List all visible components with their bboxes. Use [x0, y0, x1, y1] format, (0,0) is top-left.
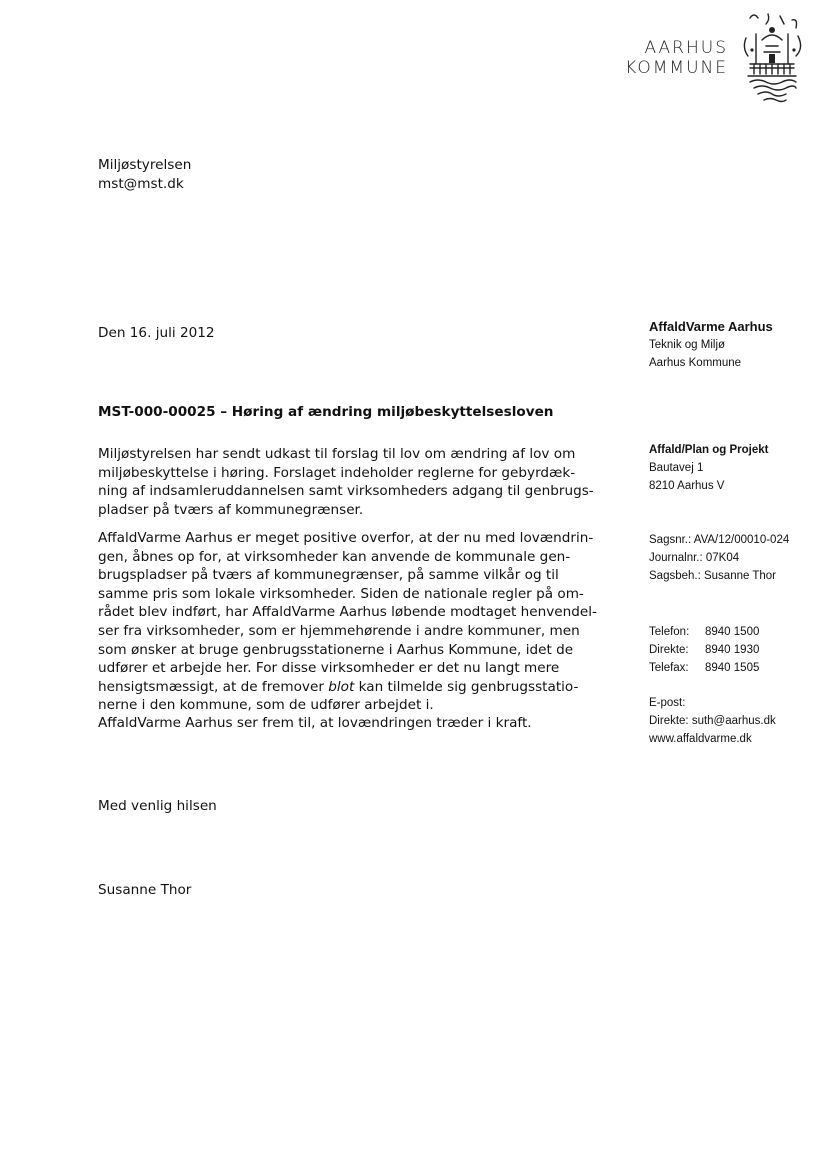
paragraph-line: brugspladser på tværs af kommunegrænser, på samme vilkår og til	[98, 567, 559, 584]
paragraph-line: samme pris som lokale virksomheder. Siden de nationale regler på om-	[98, 585, 584, 602]
journal-number: Journalnr.: 07K04	[649, 552, 740, 564]
letter-subject: MST-000-00025 – Høring af ændring miljøbeskyttelsesloven	[98, 404, 554, 420]
website-link[interactable]: www.affaldvarme.dk	[649, 733, 752, 745]
recipient-name: Miljøstyrelsen	[98, 157, 192, 173]
paragraph-2	[98, 529, 597, 715]
letter-date: Den 16. juli 2012	[98, 325, 215, 341]
case-info	[649, 531, 789, 585]
sender-dept: Teknik og Miljø	[649, 339, 726, 351]
case-handler: Sagsbeh.: Susanne Thor	[649, 570, 777, 582]
recipient-email: mst@mst.dk	[98, 175, 184, 192]
paragraph-line: ser fra virksomheder, som er hjemmehørende i andre kommuner, men	[98, 622, 580, 639]
paragraph-line	[98, 678, 597, 697]
direct-value: 8940 1930	[705, 644, 760, 656]
sender-city: 8210 Aarhus V	[649, 480, 725, 492]
closing-salutation: Med venlig hilsen	[98, 798, 217, 814]
paragraph-line: AffaldVarme Aarhus er meget positive overfor, at der nu med lovændrin-	[98, 530, 594, 546]
sender-org: AffaldVarme Aarhus	[649, 319, 773, 334]
email-block	[649, 694, 776, 748]
paragraph-1	[98, 445, 594, 519]
sender-street: Bautavej 1	[649, 462, 704, 474]
paragraph-fragment: kan tilmelde sig genbrugsstatio-	[354, 678, 579, 695]
logo-line-1: AARHUS	[644, 38, 728, 58]
paragraph-3: AffaldVarme Aarhus ser frem til, at lovændringen træder i kraft.	[98, 715, 532, 731]
email-direct[interactable]: Direkte: suth@aarhus.dk	[649, 715, 776, 727]
signature-name: Susanne Thor	[98, 882, 192, 898]
paragraph-line: miljøbeskyttelse i høring. Forslaget indeholder reglerne for gebyrdæk-	[98, 464, 576, 481]
direct-row	[649, 641, 759, 659]
sender-unit: Affald/Plan og Projekt	[649, 444, 769, 456]
sender-municipality: Aarhus Kommune	[649, 357, 742, 369]
case-number: Sagsnr.: AVA/12/00010-024	[649, 534, 790, 546]
paragraph-line: som ønsker at bruge genbrugsstationerne i Aarhus Kommune, idet de	[98, 641, 574, 658]
emphasis-blot: blot	[328, 678, 355, 695]
logo-wordmark	[600, 38, 728, 78]
paragraph-fragment: hensigtsmæssigt, at de fremover	[98, 678, 329, 695]
fax-value: 8940 1505	[705, 662, 760, 674]
paragraph-line: nerne i den kommune, som de udfører arbejdet i.	[98, 697, 434, 714]
paragraph-line: ning af indsamleruddannelsen samt virksomheders adgang til genbrugs-	[98, 483, 594, 500]
fax-label: Telefax:	[649, 662, 689, 674]
aarhus-crest-icon	[736, 10, 808, 110]
paragraph-line: rådet blev indført, har AffaldVarme Aarhus løbende modtaget henvendel-	[98, 604, 597, 621]
paragraph-line: udfører et arbejde her. For disse virksomheder er det nu langt mere	[98, 660, 560, 677]
paragraph-line: Miljøstyrelsen har sendt udkast til forslag til lov om ændring af lov om	[98, 446, 576, 462]
phone-block	[649, 623, 759, 677]
sender-header	[649, 318, 773, 372]
logo-line-2: KOMMUNE	[625, 58, 728, 78]
fax-row	[649, 659, 759, 677]
sender-address	[649, 441, 769, 495]
phone-label: Telefon:	[649, 626, 690, 638]
email-label: E-post:	[649, 697, 686, 709]
direct-label: Direkte:	[649, 644, 689, 656]
phone-value: 8940 1500	[705, 626, 760, 638]
paragraph-line: gen, åbnes op for, at virksomheder kan anvende de kommunale gen-	[98, 548, 571, 565]
phone-row	[649, 623, 759, 641]
paragraph-line: pladser på tværs af kommunegrænser.	[98, 501, 364, 518]
recipient-block	[98, 156, 191, 193]
